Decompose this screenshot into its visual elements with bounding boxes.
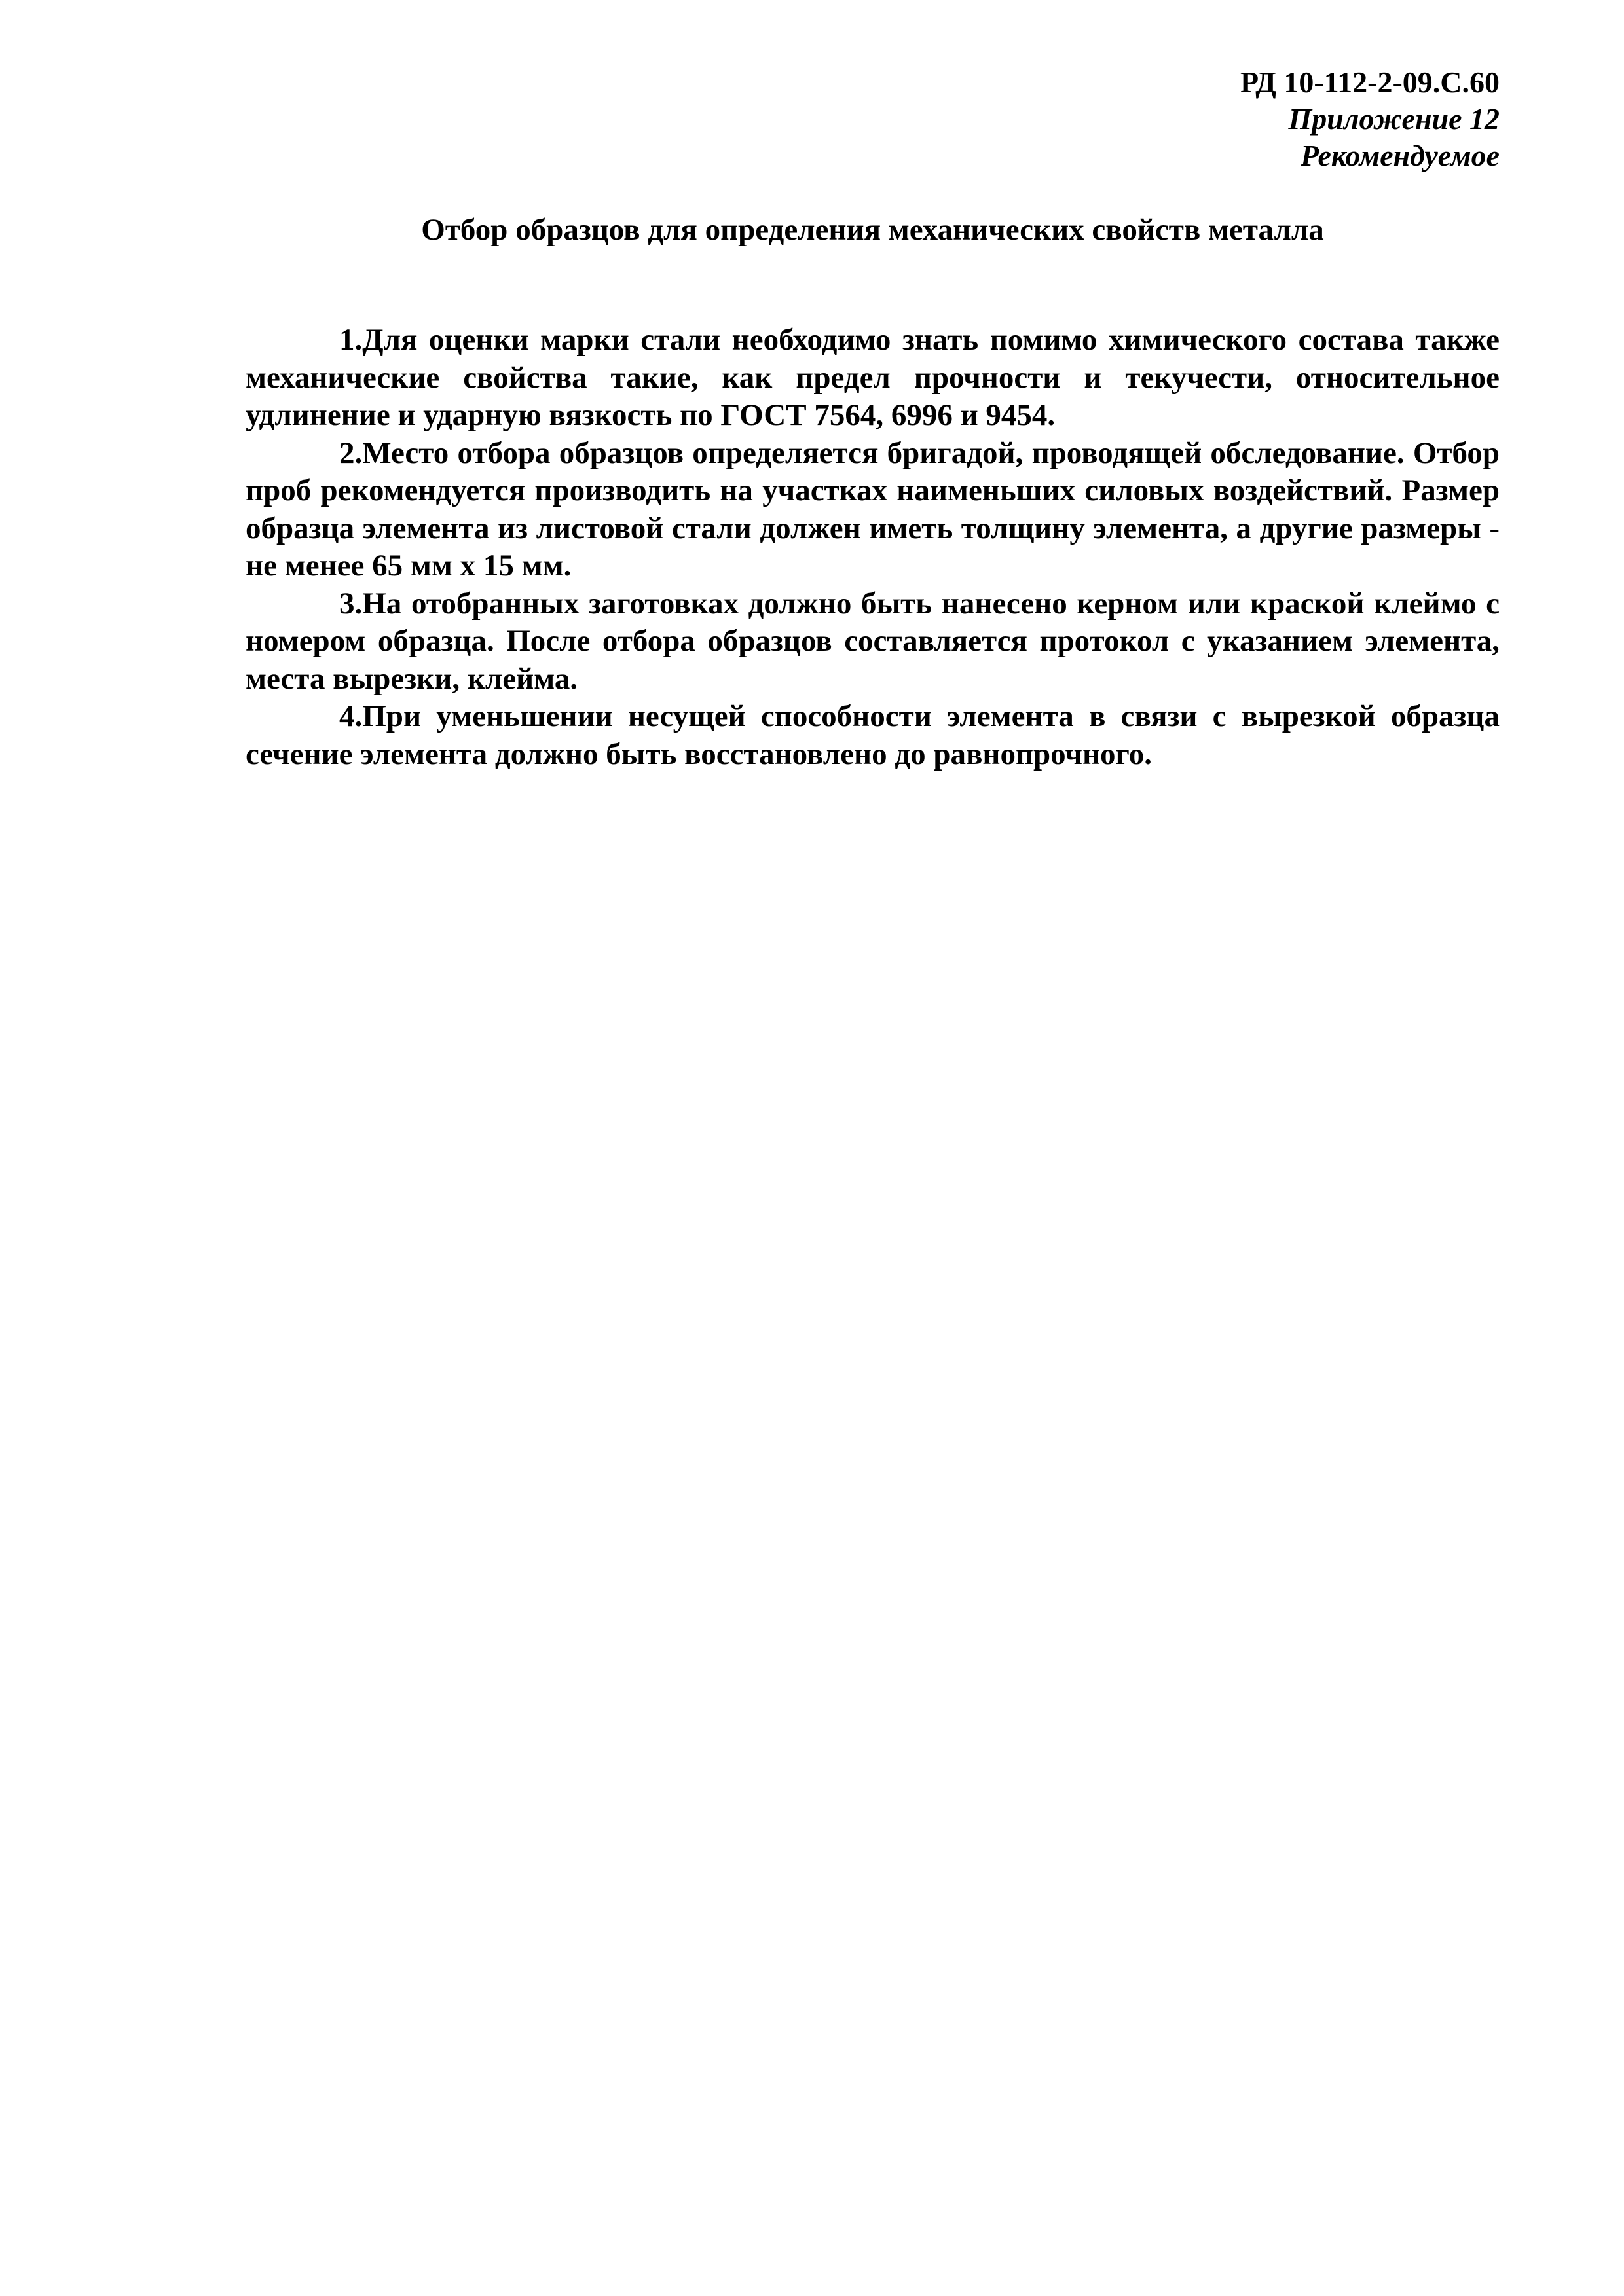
paragraph-3: 3.На отобранных заготовках должно быть нанесено керном или краской клеймо с номером образца. После отбора образцов составляется протокол с указанием элемента, места вырезки, клейма. — [246, 586, 1500, 696]
paragraph-4: 4.При уменьшении несущей способности элемента в связи с вырезкой образца сечение элемента должно быть восстановлено до равнопрочного. — [246, 699, 1500, 771]
document-body — [246, 321, 1500, 773]
document-code: РД 10-112-2-09.С.60 — [1240, 65, 1500, 99]
document-header — [910, 64, 1500, 174]
appendix-label: Приложение 12 — [1288, 102, 1500, 136]
page-title: Отбор образцов для определения механических свойств металла — [421, 213, 1324, 247]
recommendation-status: Рекомендуемое — [1301, 139, 1500, 172]
paragraph-1: 1.Для оценки марки стали необходимо знать помимо химического состава также механические свойства такие, как предел прочности и текучести, относительное удлинение и ударную вязкость по ГОСТ 7564, 6996 и 9454. — [246, 323, 1500, 432]
paragraph-2: 2.Место отбора образцов определяется бригадой, проводящей обследование. Отбор проб рекомендуется производить на участках наименьших силовых воздействий. Размер образца элемента из листовой стали должен иметь толщину элемента, а другие размеры - не менее 65 мм х 15 мм. — [246, 435, 1500, 583]
